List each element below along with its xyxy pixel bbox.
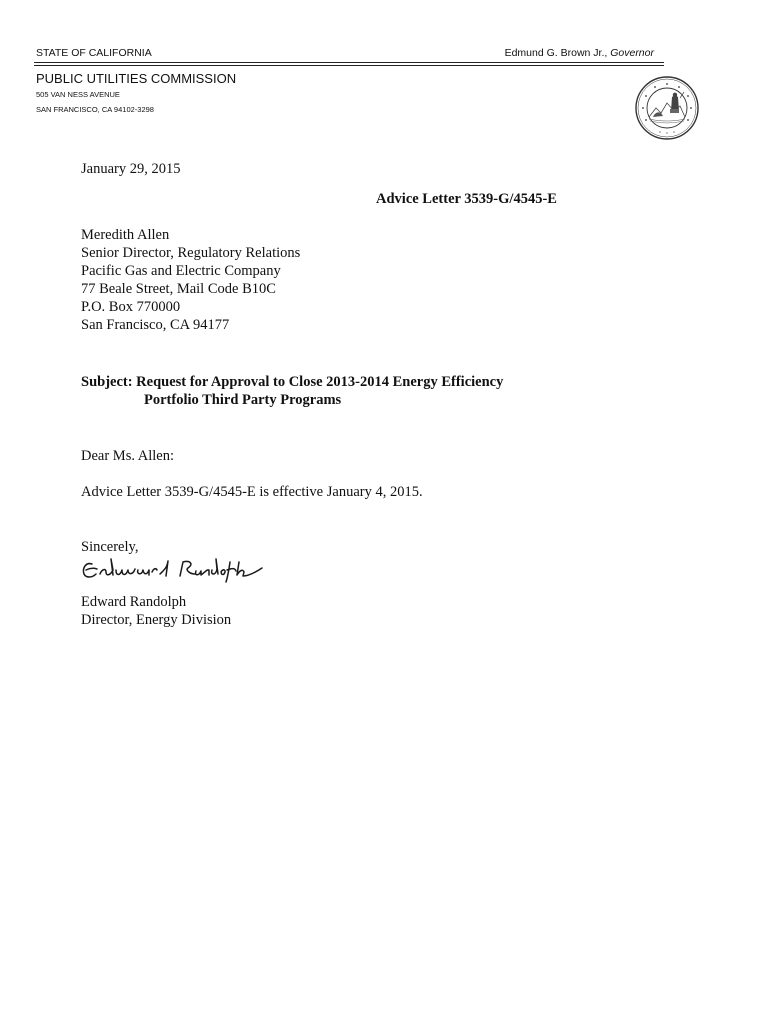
header-rule bbox=[34, 62, 664, 63]
subject-line-1: Subject: Request for Approval to Close 2013-2014 Energy Efficiency bbox=[81, 374, 504, 390]
commission-city: SAN FRANCISCO, CA 94102-3298 bbox=[36, 105, 154, 114]
header-rule-thin bbox=[34, 65, 664, 66]
closing: Sincerely, bbox=[81, 539, 139, 555]
signer-name: Edward Randolph bbox=[81, 594, 187, 610]
state-label: STATE OF CALIFORNIA bbox=[36, 47, 152, 59]
recipient-name: Meredith Allen bbox=[81, 227, 170, 243]
recipient-address bbox=[81, 226, 300, 334]
recipient-company: Pacific Gas and Electric Company bbox=[81, 263, 281, 279]
recipient-title: Senior Director, Regulatory Relations bbox=[81, 245, 301, 261]
governor-label bbox=[505, 47, 654, 59]
advice-letter-reference: Advice Letter 3539-G/4545-E bbox=[376, 191, 557, 207]
letter-body: Advice Letter 3539-G/4545-E is effective January 4, 2015. bbox=[81, 484, 423, 500]
salutation: Dear Ms. Allen: bbox=[81, 448, 175, 464]
commission-street: 505 VAN NESS AVENUE bbox=[36, 90, 120, 99]
governor-name: Edmund G. Brown Jr., bbox=[504, 47, 611, 59]
recipient-po-box: P.O. Box 770000 bbox=[81, 299, 181, 315]
handwritten-signature-icon bbox=[80, 556, 264, 584]
letter-date: January 29, 2015 bbox=[81, 161, 181, 177]
great-seal-of-california-icon bbox=[634, 75, 700, 141]
recipient-street: 77 Beale Street, Mail Code B10C bbox=[81, 281, 276, 297]
commission-name: PUBLIC UTILITIES COMMISSION bbox=[36, 71, 237, 86]
signer-title: Director, Energy Division bbox=[81, 612, 232, 628]
subject-block bbox=[81, 373, 503, 409]
governor-title: Governor bbox=[610, 47, 654, 59]
signer-block bbox=[81, 593, 231, 629]
subject-line-2: Portfolio Third Party Programs bbox=[144, 392, 342, 408]
recipient-city: San Francisco, CA 94177 bbox=[81, 317, 230, 333]
